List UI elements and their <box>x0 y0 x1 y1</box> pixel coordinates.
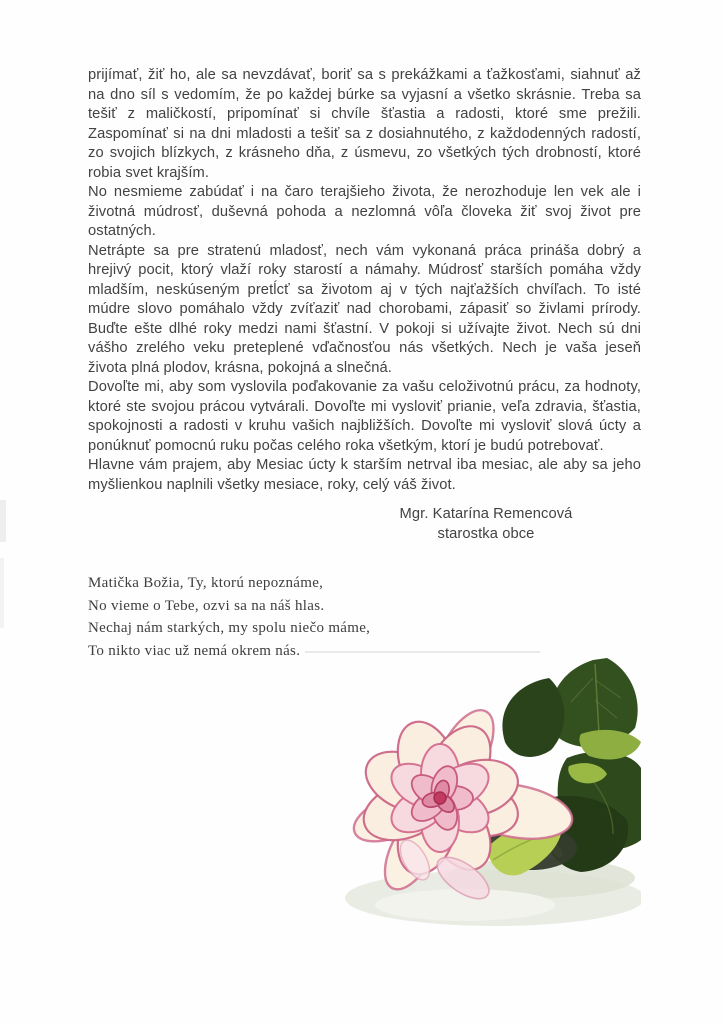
rose-photo-image <box>345 650 641 935</box>
poem-line: No vieme o Tebe, ozvi sa na náš hlas. <box>88 597 325 614</box>
rose-illustration <box>345 650 641 935</box>
poem-line: Nechaj nám starkých, my spolu niečo máme, <box>88 620 371 636</box>
letter-paragraph: Netrápte sa pre stratenú mladosť, nech vám vykonaná práca prináša dobrý a hrejivý pocit, ktorý vlaží roky starostí a námahy. Múdrosť starších pomáha vždy mladším, neskúseným pretĺcť sa životom aj v tých najťažších chvíľach. To isté múdre slovo pomáhalo vždy zvíťaziť nad chorobami, zápasiť so živlami prírody. Buďte ešte dlhé roky medzi nami šťastní. V pokoji si užívajte život. Nech sú dni vášho zrelého veku preteplené vďačnosťou nás všetkých. Nech je vaša jeseň života plná plodov, krásna, pokojná a slnečná. <box>88 242 641 376</box>
scan-artifact-speck <box>0 500 6 542</box>
signature-title: starostka obce <box>437 525 535 542</box>
poem-line: Matička Božia, Ty, ktorú nepoznáme, <box>88 575 324 591</box>
poem-block <box>88 572 370 662</box>
letter-paragraph: Dovoľte mi, aby som vyslovila poďakovanie za vašu celoživotnú prácu, za hodnoty, ktoré ste svojou prácou vytvárali. Dovoľte mi vysloviť prianie, veľa zdravia, šťastia, spokojnosti a radosti v kruhu vašich najbližších. Dovoľte mi vysloviť slová úcty a ponúknuť pomocnú ruku počas celého roka všetkým, ktorí je budú potrebovať. <box>88 379 641 454</box>
letter-paragraph: Hlavne vám prajem, aby Mesiac úcty k starším netrval iba mesiac, ale aby sa jeho myšlienkou naplnili všetky mesiace, roky, celý váš život. <box>88 457 641 493</box>
letter-paragraph: No nesmieme zabúdať i na čaro terajšieho života, že nerozhoduje len vek ale i životná múdrosť, duševná pohoda a nezlomná vôľa človeka žiť svoj život pre ostatných. <box>88 184 641 239</box>
poem-line: To nikto viac už nemá okrem nás. <box>88 642 301 659</box>
letter-paragraph: prijímať, žiť ho, ale sa nevzdávať, boriť sa s prekážkami a ťažkosťami, siahnuť až na dno síl s vedomím, že po každej búrke sa vyjasní a všetko skrásnie. Treba sa tešiť z maličkostí, pripomínať si chvíle šťastia a radosti, ktoré sme prežili. Zaspomínať si na dni mladosti a tešiť sa z dosiahnutého, z každodenných radostí, zo svojich blízkych, z krásneho dňa, z úsmevu, zo všetkých tých drobností, ktoré robia svet krajším. <box>88 67 641 181</box>
letter-body <box>88 66 641 544</box>
scan-artifact-speck <box>0 558 4 628</box>
signature-block <box>341 505 631 544</box>
signature-name: Mgr. Katarína Remencová <box>399 506 573 522</box>
